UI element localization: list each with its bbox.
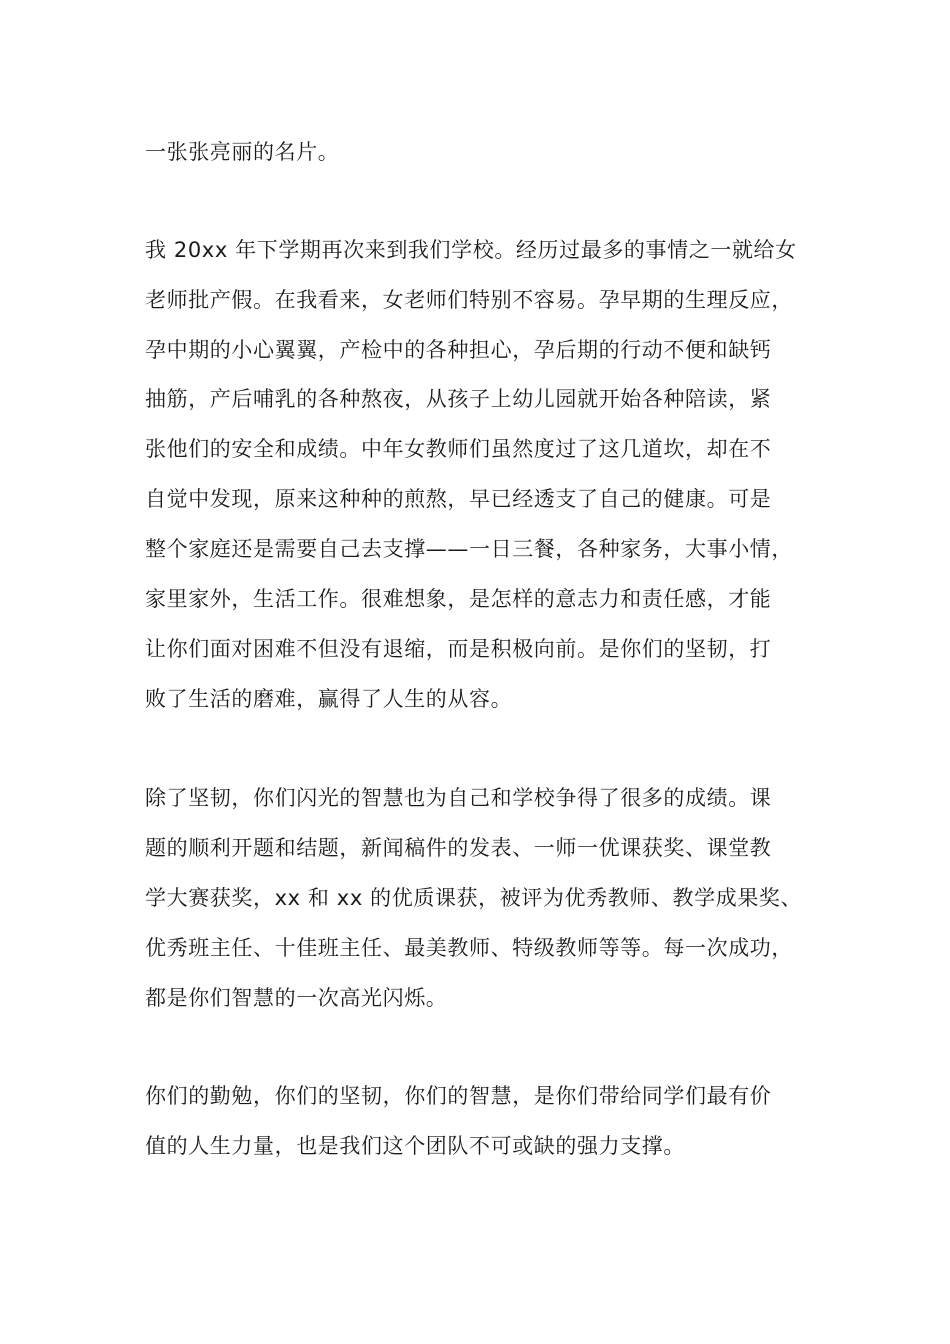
paragraph-3-line-2: 题的顺利开题和结题，新闻稿件的发表、一师一优课获奖、课堂教 [145, 836, 772, 860]
paragraph-3-line-3: 学大赛获奖，xx 和 xx 的优质课获，被评为优秀教师、教学成果奖、 [145, 886, 803, 910]
paragraph-3-line-1: 除了坚韧，你们闪光的智慧也为自己和学校争得了很多的成绩。课 [145, 786, 772, 810]
paragraph-2-line-5: 张他们的安全和成绩。中年女教师们虽然度过了这几道坎，却在不 [145, 437, 772, 461]
paragraph-3-line-5: 都是你们智慧的一次高光闪烁。 [145, 986, 448, 1010]
paragraph-2-line-10: 败了生活的磨难，赢得了人生的从容。 [145, 687, 513, 711]
paragraph-2-line-2: 老师批产假。在我看来，女老师们特别不容易。孕早期的生理反应， [145, 288, 793, 312]
paragraph-4-line-1: 你们的勤勉，你们的坚韧，你们的智慧，是你们带给同学们最有价 [145, 1084, 772, 1108]
paragraph-2-line-8: 家里家外，生活工作。很难想象，是怎样的意志力和责任感，才能 [145, 587, 772, 611]
paragraph-2-line-4: 抽筋，产后哺乳的各种熬夜，从孩子上幼儿园就开始各种陪读，紧 [145, 387, 772, 411]
paragraph-3-line-4: 优秀班主任、十佳班主任、最美教师、特级教师等等。每一次成功， [145, 936, 793, 960]
paragraph-1-line-1: 一张张亮丽的名片。 [145, 140, 340, 164]
paragraph-2-line-3: 孕中期的小心翼翼，产检中的各种担心，孕后期的行动不便和缺钙 [145, 338, 772, 362]
paragraph-4-line-2: 值的人生力量，也是我们这个团队不可或缺的强力支撑。 [145, 1134, 685, 1158]
paragraph-2-line-1: 我 20xx 年下学期再次来到我们学校。经历过最多的事情之一就给女 [145, 238, 797, 262]
paragraph-2-line-9: 让你们面对困难不但没有退缩，而是积极向前。是你们的坚韧，打 [145, 637, 772, 661]
paragraph-2-line-7: 整个家庭还是需要自己去支撑——一日三餐，各种家务，大事小情， [145, 537, 793, 561]
paragraph-2-line-6: 自觉中发现，原来这种种的煎熬，早已经透支了自己的健康。可是 [145, 487, 772, 511]
